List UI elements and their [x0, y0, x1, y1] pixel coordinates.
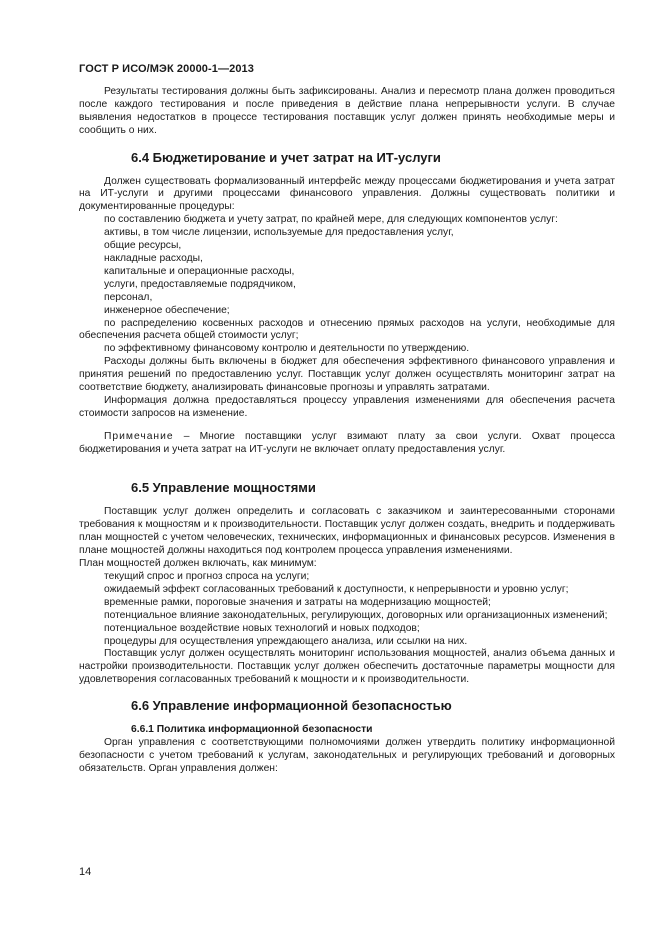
list-item: по эффективному финансовому контролю и деятельности по утверждению. — [104, 343, 470, 355]
list-item: персонал, — [104, 291, 153, 303]
list-item: ожидаемый эффект согласованных требований к доступности, к непрерывности и уровню услуг; — [104, 583, 569, 595]
list-item: по составлению бюджета и учету затрат, по крайней мере, для следующих компонентов услуг: — [104, 214, 558, 226]
list-item: потенциальное воздействие новых технологий и новых подходов; — [104, 622, 420, 634]
list-item: процедуры для осуществления упреждающего анализа, или ссылки на них. — [104, 635, 468, 647]
list-item: по распределению косвенных расходов и отнесению прямых расходов на услуги, необходимые для обеспечения расчета общей стоимости услуг; — [79, 317, 615, 342]
list-item: общие ресурсы, — [104, 240, 182, 252]
section-6-6-1-title: 6.6.1 Политика информационной безопасности — [131, 724, 373, 736]
list-item: инженерное обеспечение; — [104, 304, 230, 316]
section-6-6-title: 6.6 Управление информационной безопасностью — [131, 698, 452, 714]
section-6-4-title: 6.4 Бюджетирование и учет затрат на ИТ-услуги — [131, 149, 441, 165]
section-6-5-title: 6.5 Управление мощностями — [131, 479, 316, 495]
standard-header: ГОСТ Р ИСО/МЭК 20000-1—2013 — [79, 63, 254, 75]
list-item: накладные расходы, — [104, 252, 203, 264]
section-6-4-paragraph: Должен существовать формализованный интерфейс между процессами бюджетирования и учета затрат на ИТ-услуги и другими процессами финансового управления. Должны существовать политики и документированные процедуры: — [79, 175, 615, 213]
note — [79, 431, 615, 457]
section-6-5-paragraph: Поставщик услуг должен определить и согласовать с заказчиком и заинтересованными сторонами требования к мощностям и к производительности. Поставщик услуг должен создать, внедрить и поддерживать план мощностей с учетом человеческих, технических, информационных и финансовых ресурсов. Изменения в плане мощностей должны находиться под контролем процесса управления изменениями. — [79, 506, 615, 557]
list-item: текущий спрос и прогноз спроса на услуги; — [104, 571, 310, 582]
note-label: Примечание — [104, 430, 174, 442]
list-item: потенциальное влияние законодательных, регулирующих, договорных или организационных изменений; — [104, 609, 608, 621]
section-6-6-paragraph: Орган управления с соответствующими полномочиями должен утвердить политику информационной безопасности с учетом требований к услугам, законодательных и регулирующих требований и договорных обязательств. Орган управления должен: — [79, 736, 615, 774]
section-6-5-paragraph: Поставщик услуг должен осуществлять мониторинг использования мощностей, анализ объема данных и настройки производительности. Поставщик услуг должен обеспечить достаточные параметры мощности для удовлетворения согласованных требований к мощности и к производительности. — [79, 648, 615, 686]
page-content — [79, 86, 615, 776]
note-text: – Многие поставщики услуг взимают плату за свои услуги. Охват процесса бюджетирования и учета затрат на ИТ-услуги не включает оплату предоставления услуг. — [79, 430, 615, 455]
section-6-4-paragraph: Информация должна предоставляться процессу управления изменениями для обеспечения расчета стоимости запросов на изменение. — [79, 394, 615, 419]
list-item: капитальные и операционные расходы, — [104, 265, 295, 277]
page-number: 14 — [79, 866, 92, 878]
list-item: услуги, предоставляемые подрядчиком, — [104, 278, 296, 290]
section-6-5-paragraph: План мощностей должен включать, как минимум: — [79, 558, 317, 570]
list-item: временные рамки, пороговые значения и затраты на модернизацию мощностей; — [104, 596, 491, 608]
section-6-4-paragraph: Расходы должны быть включены в бюджет для обеспечения эффективного финансового управления и принятия решений по предоставлению услуг. Поставщик услуг должен осуществлять мониторинг затрат на соответствие бюджету, анализировать финансовые прогнозы и управлять затратами. — [79, 356, 615, 394]
intro-paragraph: Результаты тестирования должны быть зафиксированы. Анализ и пересмотр плана должен проводиться после каждого тестирования и после приведения в действие плана непрерывности услуги. В случае выявления недостатков в процессе тестирования поставщик услуг должен принять необходимые меры и сообщить о них. — [79, 86, 615, 136]
list-item: активы, в том числе лицензии, используемые для предоставления услуг, — [104, 227, 454, 239]
